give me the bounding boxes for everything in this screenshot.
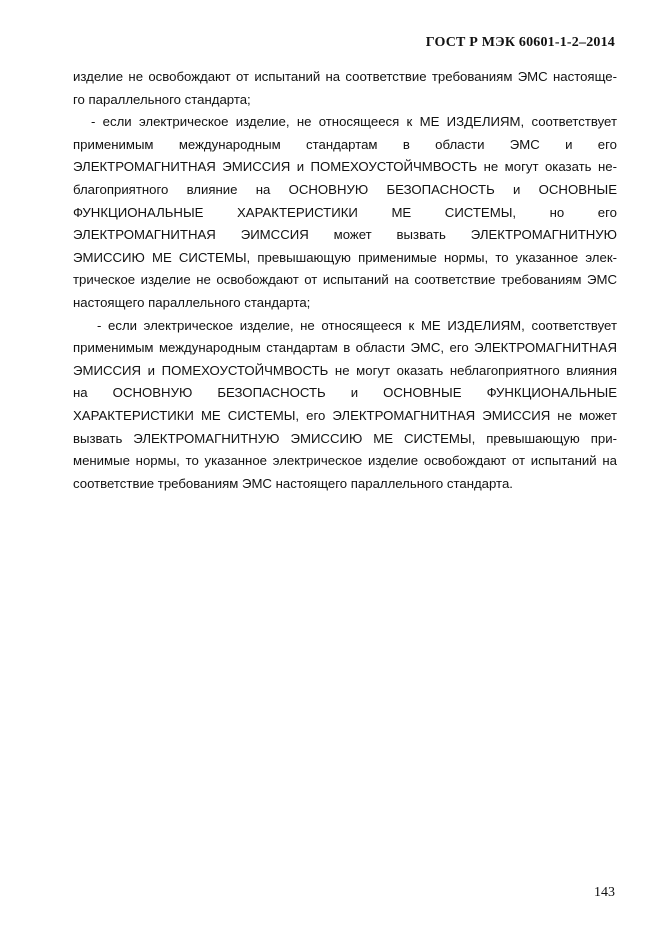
paragraph-2-line-4: благоприятного влияние на ОСНОВНУЮ БЕЗОПАСНОСТЬ и ОСНОВНЫЕ — [73, 181, 617, 197]
paragraph-2-line-8: трическое изделие не освобождают от испытаний на соответствие требованиям ЭМС — [73, 272, 617, 288]
paragraph-3-line-8: соответствие требованиям ЭМС настоящего параллельного стандарта. — [73, 475, 513, 491]
paragraph-3-line-1: - если электрическое изделие, не относящееся к МЕ ИЗДЕЛИЯМ, соответствует — [97, 317, 617, 333]
page-number: 143 — [594, 885, 615, 900]
paragraph-2-line-1: - если электрическое изделие, не относящееся к МЕ ИЗДЕЛИЯМ, соответствует — [91, 114, 617, 130]
paragraph-3-line-3: ЭМИССИЯ и ПОМЕХОУСТОЙЧМВОСТЬ не могут оказать неблагоприятного влияния — [73, 362, 617, 378]
paragraph-2-line-3: ЭЛЕКТРОМАГНИТНАЯ ЭМИССИЯ и ПОМЕХОУСТОЙЧМВОСТЬ не могут оказать не- — [73, 159, 617, 175]
paragraph-3-line-4: на ОСНОВНУЮ БЕЗОПАСНОСТЬ и ОСНОВНЫЕ ФУНКЦИОНАЛЬНЫЕ — [73, 385, 617, 401]
paragraph-2-line-5: ФУНКЦИОНАЛЬНЫЕ ХАРАКТЕРИСТИКИ МЕ СИСТЕМЫ, но его — [73, 204, 617, 220]
paragraph-2-line-7: ЭМИССИЮ МЕ СИСТЕМЫ, превышающую применимые нормы, то указанное элек- — [73, 249, 617, 265]
paragraph-2-line-6: ЭЛЕКТРОМАГНИТНАЯ ЭИМССИЯ может вызвать ЭЛЕКТРОМАГНИТНУЮ — [73, 227, 617, 243]
paragraph-3-line-6: вызвать ЭЛЕКТРОМАГНИТНУЮ ЭМИССИЮ МЕ СИСТЕМЫ, превышающую при- — [73, 430, 617, 446]
paragraph-1-line-1: изделие не освобождают от испытаний на соответствие требованиям ЭМС настояще- — [73, 69, 617, 84]
paragraph-2-line-9: настоящего параллельного стандарта; — [73, 294, 311, 310]
paragraph-1-line-2: го параллельного стандарта; — [73, 91, 251, 107]
paragraph-3-line-5: ХАРАКТЕРИСТИКИ МЕ СИСТЕМЫ, его ЭЛЕКТРОМАГНИТНАЯ ЭМИССИЯ не может — [73, 407, 617, 423]
paragraph-3-line-7: менимые нормы, то указанное электрическое изделие освобождают от испытаний на — [73, 453, 617, 469]
paragraph-2-line-2: применимым международным стандартам в области ЭМС и его — [73, 136, 617, 152]
document-header: ГОСТ Р МЭК 60601-1-2–2014 — [425, 35, 615, 50]
document-body — [73, 66, 617, 495]
paragraph-3-line-2: применимым международным стандартам в области ЭМС, его ЭЛЕКТРОМАГНИТНАЯ — [73, 340, 617, 356]
